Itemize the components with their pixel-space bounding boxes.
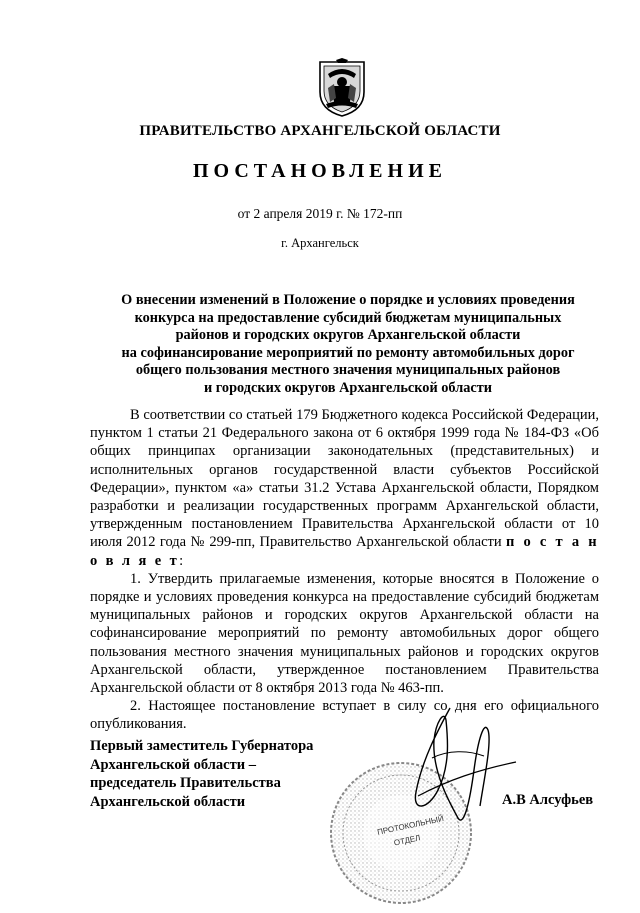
title-line: О внесении изменений в Положение о порядке и условиях проведения <box>121 292 575 308</box>
paragraph-preamble <box>90 406 599 570</box>
paragraph-item-1: 1. Утвердить прилагаемые изменения, которые вносятся в Положение о порядке и условиях проведения конкурса на предоставление субсидий бюджетам муниципальных районов и городских округов Архангельской области на софинансирование мероприятий по ремонту автомобильных дорог общего пользования местного значения муниципальных районов и городских округов Архангельской области, утвержденное постановлением Правительства Архангельской области от 8 октября 2013 года № 463-пп. <box>90 570 599 697</box>
signer-line: Архангельской области <box>90 793 246 810</box>
signer-line: председатель Правительства <box>90 775 281 791</box>
document-title <box>88 292 608 398</box>
preamble-text: В соответствии со статьей 179 Бюджетного кодекса Российской Федерации, пунктом 1 статьи 21 Федерального закона от 6 октября 1999 года № 184-ФЗ «Об общих принципах организации законодательных (представительных) и исполнительных органов государственной власти субъектов Российской Федерации», пунктом «а» статьи 31.2 Устава Архангельской области, Порядком разработки и реализации государственных программ Архангельской области, утвержденным постановлением Правительства Архангельской области от 10 июля 2012 года № 299-пп, Правительство Архангельской области <box>90 407 599 551</box>
handwritten-signature <box>388 700 528 830</box>
coat-of-arms-icon <box>314 58 370 118</box>
title-line: районов и городских округов Архангельской области <box>175 327 521 344</box>
city: г. Архангельск <box>281 236 359 250</box>
paragraph-item-2: 2. Настоящее постановление вступает в силу со дня его официального опубликования. <box>90 698 599 733</box>
title-line: на софинансирование мероприятий по ремонту автомобильных дорог <box>121 344 575 361</box>
signer-position <box>90 737 390 811</box>
signer-line: Первый заместитель Губернатора <box>90 738 314 754</box>
resolves-word: п о с т а н о в л я е т <box>90 534 599 569</box>
title-line: общего пользования местного значения муниципальных районов <box>135 362 561 379</box>
document-type: ПОСТАНОВЛЕНИЕ <box>193 160 447 182</box>
signer-name: А.В Алсуфьев <box>502 792 594 808</box>
date-and-number: от 2 апреля 2019 г. № 172-пп <box>237 206 403 221</box>
government-heading: ПРАВИТЕЛЬСТВО АРХАНГЕЛЬСКОЙ ОБЛАСТИ <box>139 123 501 139</box>
preamble-end: : <box>179 552 184 569</box>
stamp-text-line-2: ОТДЕЛ <box>393 833 422 848</box>
title-line: и городских округов Архангельской области <box>203 379 492 396</box>
title-line: конкурса на предоставление субсидий бюджетам муниципальных <box>134 309 562 326</box>
signer-line: Архангельской области – <box>90 756 256 773</box>
body-text <box>90 406 599 734</box>
stamp-text-line-1: ПРОТОКОЛЬНЫЙ <box>376 813 445 837</box>
